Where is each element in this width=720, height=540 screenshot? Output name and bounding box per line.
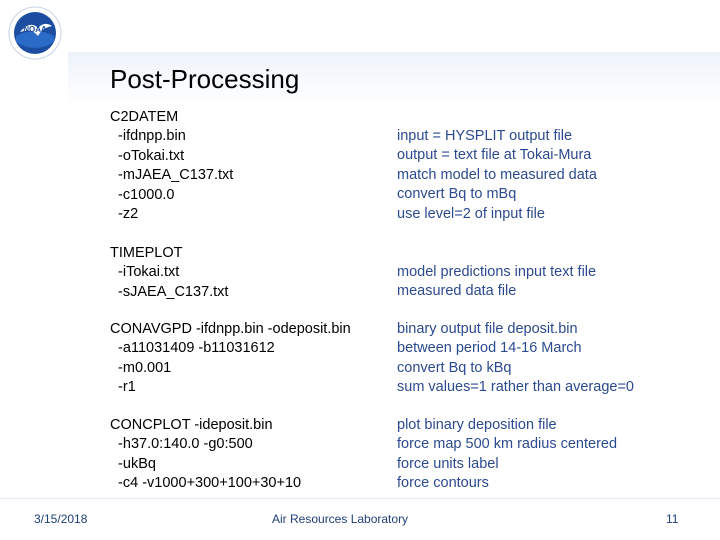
section-1-command: C2DATEM -ifdnpp.bin -oTokai.txt -mJAEA_C137.txt -c1000.0 -z2 [110, 109, 234, 223]
section-4-command: CONCPLOT -ideposit.bin -h37.0:140.0 -g0:500 -ukBq -c4 -v1000+300+100+30+10 [110, 417, 302, 492]
page-number: 11 [666, 512, 679, 526]
svg-text:NOAA: NOAA [23, 25, 47, 34]
section-2-description: model predictions input text file measured data file [397, 264, 597, 300]
noaa-logo [8, 6, 62, 60]
section-3-description: binary output file deposit.bin between period 14-16 March convert Bq to kBq sum values=1 rather than average=0 [397, 321, 634, 396]
footer-divider [0, 498, 720, 499]
section-4-description: plot binary deposition file force map 500 km radius centered force units label force contours [397, 417, 618, 492]
footer-organization: Air Resources Laboratory [272, 512, 409, 526]
section-3-command: CONAVGPD -ifdnpp.bin -odeposit.bin -a11031409 -b11031612 -m0.001 -r1 [110, 321, 351, 396]
slide-title: Post-Processing [110, 64, 300, 94]
footer-date: 3/15/2018 [34, 512, 88, 526]
section-1-description: input = HYSPLIT output file output = text file at Tokai-Mura match model to measured data convert Bq to mBq use level=2 of input file [397, 128, 597, 222]
section-2-command: TIMEPLOT -iTokai.txt -sJAEA_C137.txt [110, 245, 229, 300]
